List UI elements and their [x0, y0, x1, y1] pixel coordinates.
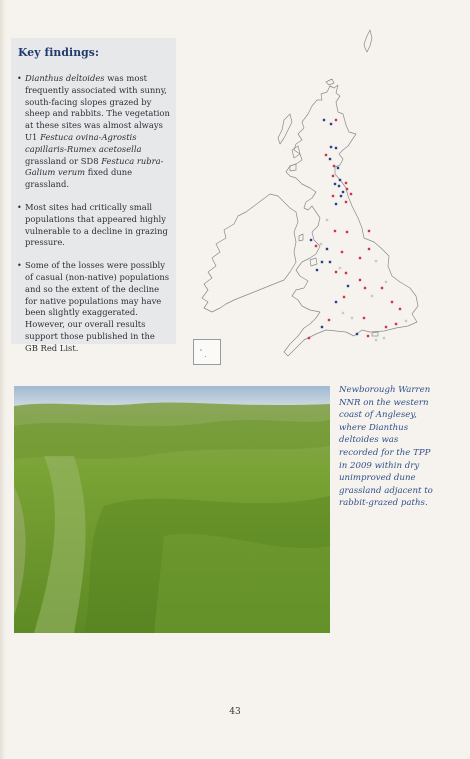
record-dot-red — [328, 319, 330, 321]
record-dot-blue — [316, 269, 318, 271]
orkney-outline — [326, 79, 334, 85]
grassland-photo — [14, 386, 330, 633]
western-isles-outline — [278, 114, 292, 144]
record-dot-red — [341, 251, 343, 253]
finding-item — [17, 73, 170, 191]
record-dot-red — [381, 287, 383, 289]
record-dot-red — [345, 272, 347, 274]
finding-item — [17, 260, 170, 354]
record-dot-red — [385, 326, 387, 328]
record-dot-grey — [342, 312, 344, 314]
shetland-outline — [364, 30, 372, 52]
photo-caption: Newborough Warren NNR on the western coast of Anglesey, where Dianthus deltoides was recorded for the TPP in 2009 within dry unimproved dune grassland adjacent to rabbit-grazed paths. — [339, 385, 433, 509]
record-dot-blue — [310, 239, 312, 241]
record-dot-red — [308, 337, 310, 339]
record-dot-grey — [405, 320, 407, 322]
record-dot-blue — [329, 158, 331, 160]
finding-text: Some of the losses were possibly of casual (non-native) populations and so the extent of the decline for native populations may have been slightly exaggerated. However, our overall results support those published in the GB Red List. — [25, 260, 170, 353]
inset-dot — [205, 356, 206, 357]
record-dot-grey — [375, 339, 377, 341]
finding-species-name: Festuca rubra-Galium verum — [25, 155, 164, 178]
record-dot-red — [345, 201, 347, 203]
record-dot-red — [368, 230, 370, 232]
record-dot-blue — [334, 183, 336, 185]
record-dot-red — [345, 182, 347, 184]
record-dot-blue — [335, 147, 337, 149]
record-dot-red — [335, 271, 337, 273]
record-dot-blue — [342, 191, 344, 193]
isle-of-wight-outline — [372, 332, 378, 336]
record-dot-blue — [329, 261, 331, 263]
ireland-outline — [202, 194, 298, 312]
record-dot-red — [399, 308, 401, 310]
key-findings-list — [17, 73, 170, 355]
record-dot-red — [359, 257, 361, 259]
inset-dot — [200, 349, 202, 351]
record-dot-blue — [321, 326, 323, 328]
record-dot-red — [325, 154, 327, 156]
finding-text: Most sites had critically small populations that appeared highly vulnerable to a decline in grazing pressure. — [25, 201, 168, 248]
mull-outline — [290, 164, 296, 171]
skye-outline — [292, 146, 300, 158]
record-dot-blue — [321, 261, 323, 263]
record-dot-red — [367, 335, 369, 337]
finding-species-name: Dianthus deltoides — [25, 73, 105, 83]
record-dot-grey — [326, 219, 328, 221]
record-dot-red — [332, 195, 334, 197]
record-dot-grey — [351, 317, 353, 319]
record-dot-grey — [371, 295, 373, 297]
record-dot-blue — [335, 301, 337, 303]
record-dot-red — [346, 188, 348, 190]
page-number: 43 — [229, 707, 241, 717]
finding-item — [17, 202, 170, 249]
anglesey-outline — [310, 258, 317, 266]
distribution-map — [186, 26, 436, 366]
finding-text: was most frequently associated with sunny, south-facing slopes grazed by sheep and rabbits. The vegetation at these sites was almost always U1 — [25, 73, 170, 142]
record-dot-blue — [323, 119, 325, 121]
record-dot-blue — [330, 146, 332, 148]
key-findings-box — [11, 38, 176, 353]
finding-species-name: Festuca ovina-Agrostis capillaris-Rumex acetosella — [25, 131, 142, 154]
record-dot-blue — [326, 248, 328, 250]
key-findings-heading: Key findings: — [18, 46, 100, 59]
record-dot-red — [350, 193, 352, 195]
record-dot-red — [346, 231, 348, 233]
record-dot-grey — [385, 281, 387, 283]
record-dot-red — [332, 175, 334, 177]
record-dot-red — [391, 301, 393, 303]
record-dot-blue — [335, 203, 337, 205]
record-dot-red — [359, 279, 361, 281]
finding-text: grassland or SD8 — [25, 155, 102, 166]
record-dot-blue — [338, 185, 340, 187]
record-dots — [308, 119, 407, 341]
record-dot-red — [334, 230, 336, 232]
record-dot-blue — [340, 195, 342, 197]
record-dot-blue — [337, 167, 339, 169]
record-dot-red — [333, 165, 335, 167]
record-dot-grey — [375, 260, 377, 262]
record-dot-grey — [339, 267, 341, 269]
record-dot-blue — [330, 123, 332, 125]
record-dot-red — [364, 287, 366, 289]
record-dot-red — [315, 245, 317, 247]
record-dot-grey — [320, 243, 322, 245]
great-britain-outline — [284, 85, 418, 356]
record-dot-red — [395, 323, 397, 325]
record-dot-blue — [356, 333, 358, 335]
finding-text: fixed dune grassland. — [25, 167, 133, 190]
record-dot-blue — [339, 179, 341, 181]
record-dot-blue — [347, 285, 349, 287]
record-dot-grey — [383, 337, 385, 339]
isle-of-man-outline — [299, 234, 303, 241]
record-dot-red — [368, 248, 370, 250]
record-dot-red — [335, 119, 337, 121]
record-dot-red — [363, 317, 365, 319]
record-dot-red — [343, 296, 345, 298]
channel-islands-inset — [193, 339, 221, 365]
